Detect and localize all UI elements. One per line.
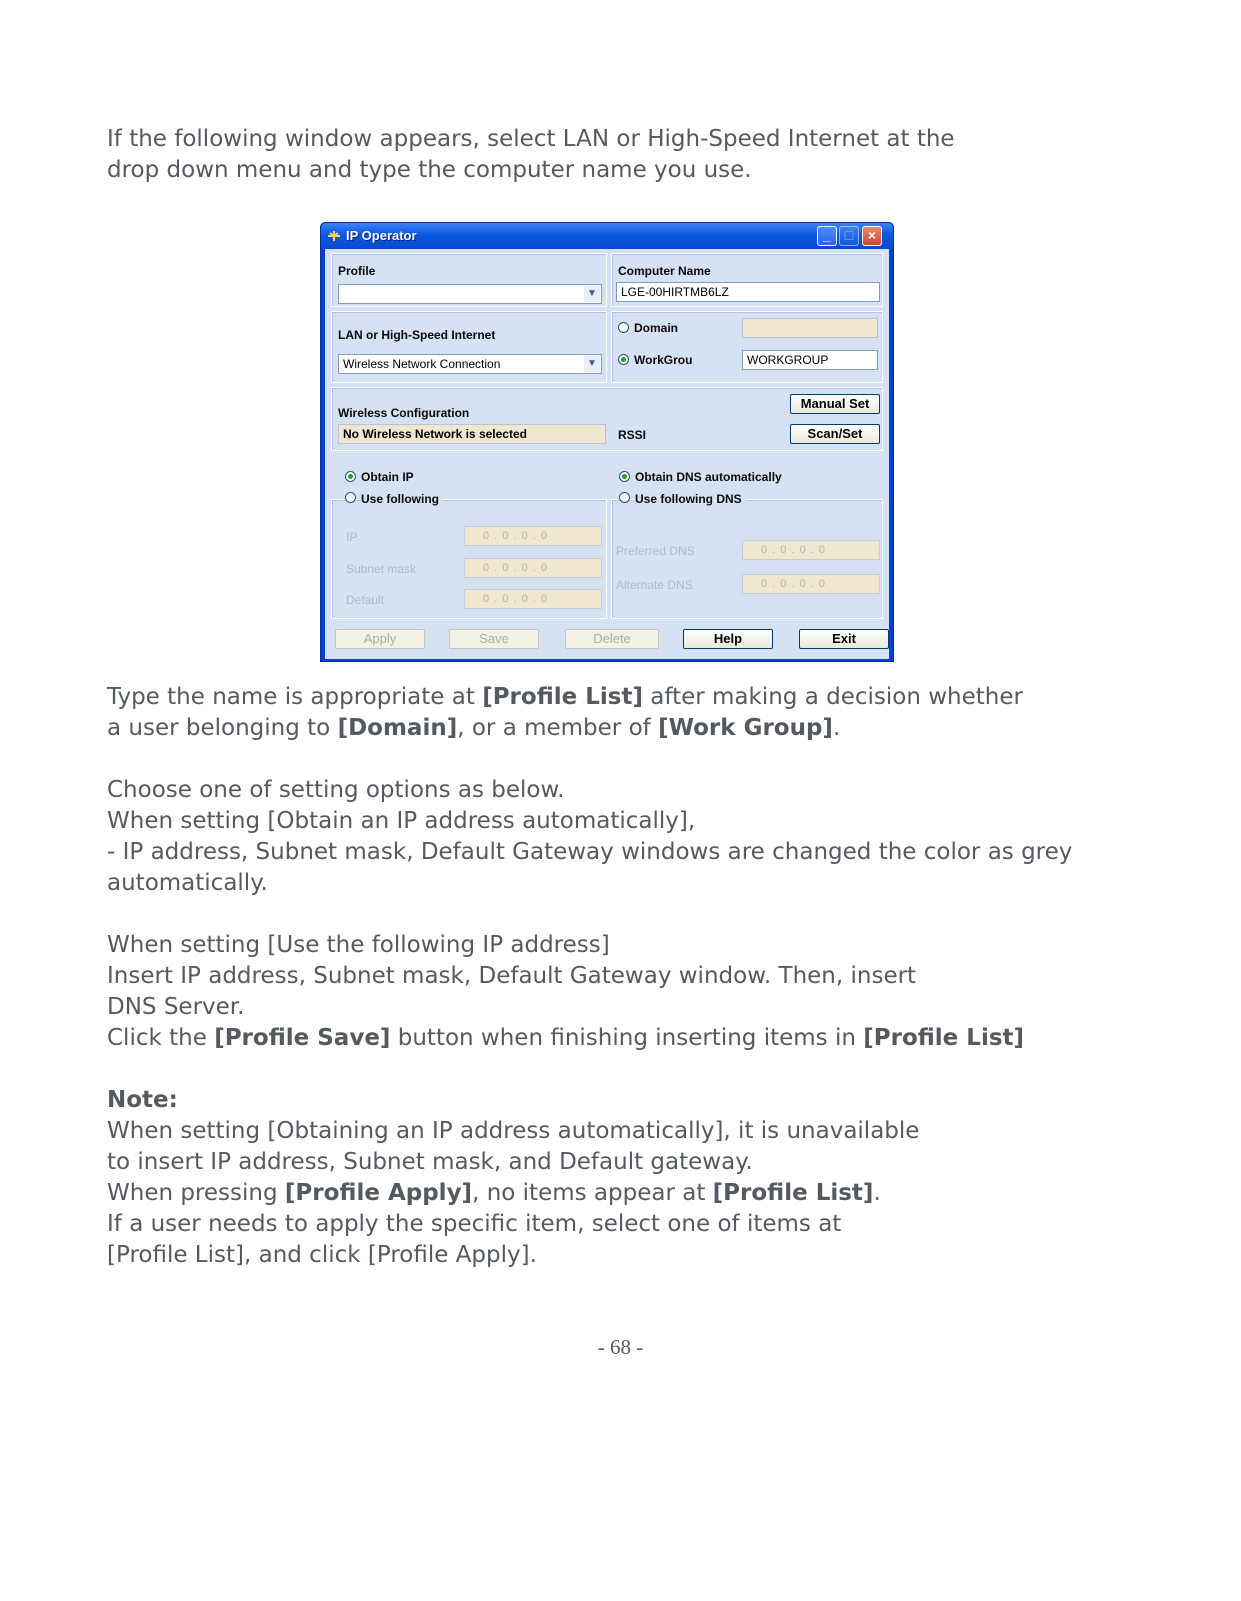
subnet-mask-label: Subnet mask [346, 562, 417, 576]
domain-input[interactable] [742, 318, 878, 338]
text-line: Insert IP address, Subnet mask, Default Gateway window. Then, insert [107, 963, 917, 989]
text-line: Choose one of setting options as below. [107, 777, 565, 803]
text-line: When setting [Obtaining an IP address automatically], it is unavailable [107, 1118, 920, 1144]
chevron-down-icon[interactable]: ▼ [584, 286, 600, 302]
window-title: IP Operator [346, 228, 417, 243]
alternate-dns-input[interactable]: 0 . 0 . 0 . 0 [742, 574, 880, 594]
manual-set-button[interactable]: Manual Set [790, 394, 880, 414]
wireless-group [331, 387, 883, 451]
exit-button[interactable]: Exit [799, 629, 889, 649]
intro-line-2: drop down menu and type the computer name you use. [107, 157, 752, 183]
profile-combobox[interactable] [338, 284, 602, 304]
text-line: [Profile List], and click [Profile Apply]. [107, 1242, 537, 1268]
dialog-client-area [325, 249, 889, 659]
text-line: DNS Server. [107, 994, 245, 1020]
profile-list-term: [Profile List] [863, 1025, 1025, 1051]
text-line: If a user needs to apply the specific item, select one of items at [107, 1211, 842, 1237]
lan-label: LAN or High-Speed Internet [338, 328, 496, 342]
domain-radio[interactable] [618, 322, 629, 333]
intro-line-1: If the following window appears, select LAN or High-Speed Internet at the [107, 126, 955, 152]
profile-group [331, 253, 607, 307]
use-following-dns-label: Use following DNS [635, 492, 746, 506]
profile-apply-term: [Profile Apply] [284, 1180, 473, 1206]
lan-group [331, 311, 607, 383]
save-button[interactable]: Save [449, 629, 539, 649]
text-line: automatically. [107, 870, 268, 896]
use-following-ip-paragraph [107, 930, 1024, 1054]
chevron-down-icon[interactable]: ▼ [584, 356, 600, 372]
wireless-status-field: No Wireless Network is selected [338, 424, 606, 444]
help-button[interactable]: Help [683, 629, 773, 649]
minimize-icon[interactable]: _ [817, 226, 837, 246]
text-span: Type the name is appropriate at [107, 684, 483, 710]
workgroup-radio[interactable] [618, 354, 629, 365]
text-span: , or a member of [457, 715, 659, 741]
text-span: button when finishing inserting items in [390, 1025, 864, 1051]
page-number: - 68 - [597, 1335, 644, 1359]
text-span: , no items appear at [472, 1180, 713, 1206]
default-gateway-label: Default [346, 593, 385, 607]
workgroup-input[interactable]: WORKGROUP [742, 350, 878, 370]
profile-list-term: [Profile List] [712, 1180, 874, 1206]
rssi-label: RSSI [618, 428, 647, 442]
wireless-label: Wireless Configuration [338, 406, 470, 420]
setting-options-paragraph [107, 775, 1072, 899]
close-icon[interactable]: × [862, 226, 882, 246]
ip-operator-window [320, 222, 894, 662]
use-following-ip-label: Use following [361, 492, 443, 506]
default-gateway-input[interactable]: 0 . 0 . 0 . 0 [464, 589, 602, 609]
ip-operator-icon [326, 228, 342, 244]
apply-button[interactable]: Apply [335, 629, 425, 649]
dns-group [611, 499, 883, 619]
profile-save-term: [Profile Save] [214, 1025, 391, 1051]
text-span: a user belonging to [107, 715, 338, 741]
domain-term: [Domain] [337, 715, 458, 741]
lan-combobox[interactable] [338, 354, 602, 374]
ip-group [331, 499, 607, 619]
subnet-mask-input[interactable]: 0 . 0 . 0 . 0 [464, 558, 602, 578]
obtain-ip-radio[interactable] [345, 471, 356, 482]
obtain-dns-radio[interactable] [619, 471, 630, 482]
computer-name-group [611, 253, 883, 307]
obtain-dns-label: Obtain DNS automatically [635, 470, 782, 484]
domain-workgroup-group [611, 311, 883, 383]
computer-name-input[interactable]: LGE-00HIRTMB6LZ [616, 282, 880, 302]
text-line: - IP address, Subnet mask, Default Gateway windows are changed the color as grey [107, 839, 1073, 865]
alternate-dns-label: Alternate DNS [616, 578, 693, 592]
text-span: after making a decision whether [642, 684, 1023, 710]
text-span: When pressing [107, 1180, 285, 1206]
intro-paragraph [107, 124, 955, 186]
profile-label: Profile [338, 264, 376, 278]
text-span: Click the [107, 1025, 215, 1051]
maximize-icon[interactable]: □ [839, 226, 859, 246]
profile-list-term: [Profile List] [482, 684, 643, 710]
text-span: . [873, 1180, 881, 1206]
obtain-ip-label: Obtain IP [361, 470, 414, 484]
scan-set-button[interactable]: Scan/Set [790, 424, 880, 444]
note-heading: Note: [107, 1087, 178, 1113]
text-line: When setting [Obtain an IP address automatically], [107, 808, 696, 834]
profile-list-paragraph [107, 682, 1023, 744]
text-line: When setting [Use the following IP address] [107, 932, 610, 958]
preferred-dns-input[interactable]: 0 . 0 . 0 . 0 [742, 540, 880, 560]
preferred-dns-label: Preferred DNS [616, 544, 695, 558]
text-span: . [832, 715, 841, 741]
ip-label: IP [346, 530, 358, 544]
lan-value: Wireless Network Connection [343, 357, 501, 371]
computer-name-label: Computer Name [618, 264, 711, 278]
title-bar [321, 223, 893, 249]
workgroup-label: WorkGrou [634, 353, 693, 367]
note-paragraph [107, 1085, 919, 1271]
use-following-dns-radio[interactable] [619, 492, 630, 503]
delete-button[interactable]: Delete [565, 629, 659, 649]
work-group-term: [Work Group] [658, 715, 833, 741]
use-following-ip-radio[interactable] [345, 492, 356, 503]
ip-address-input[interactable]: 0 . 0 . 0 . 0 [464, 526, 602, 546]
domain-label: Domain [634, 321, 679, 335]
text-line: to insert IP address, Subnet mask, and Default gateway. [107, 1149, 753, 1175]
